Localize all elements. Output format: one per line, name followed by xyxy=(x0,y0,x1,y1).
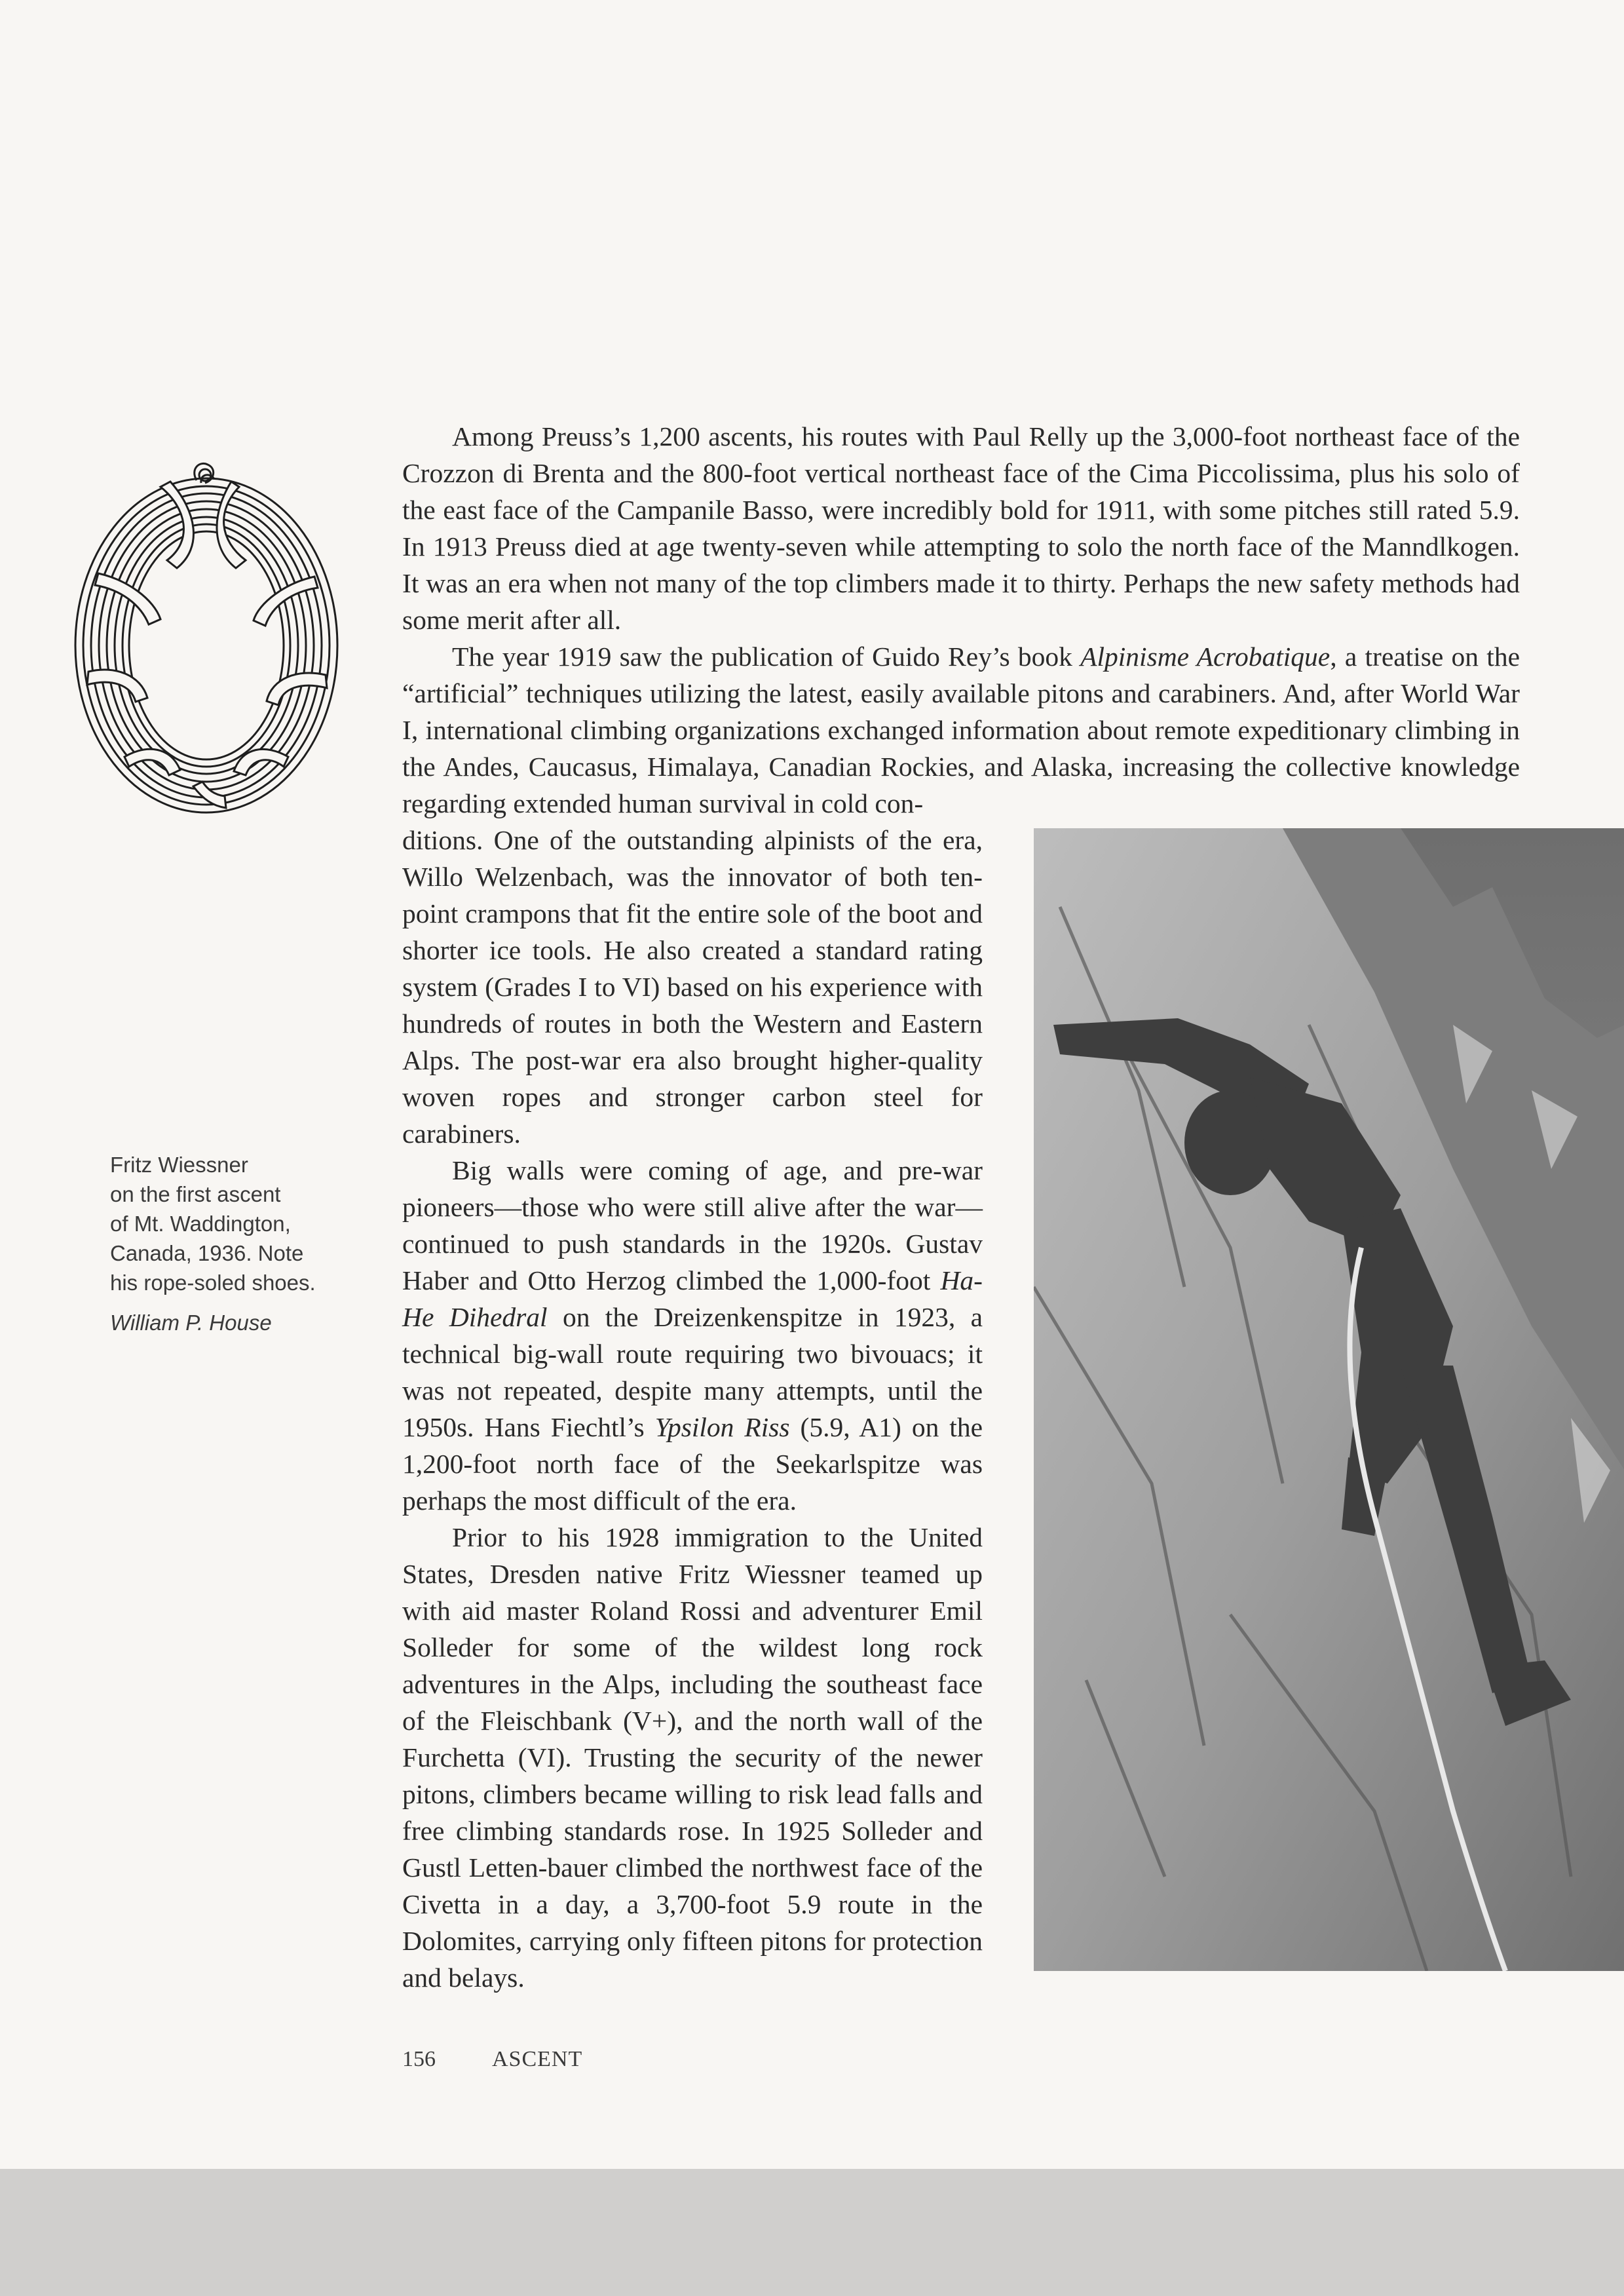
paragraph-text: Big walls were coming of age, and pre-war pioneers—those who were still alive after the war—continued to push standards in the 1920s. Gustav Haber and Otto Herzog climbed the 1,000-foot xyxy=(402,1155,983,1295)
caption-line: Fritz Wiessner xyxy=(110,1153,248,1177)
climber-photo-image xyxy=(1034,828,1624,1971)
photo-credit: William P. House xyxy=(110,1311,272,1335)
paragraph-preuss: Among Preuss’s 1,200 ascents, his routes with Paul Relly up the 3,000-foot northeast face of the Crozzon di Brenta and the 800-foot vertical northeast face of the Cima Piccolissima, plus his solo of the east face of the Campanile Basso, were incredibly bold for 1911, with some pitches still rated 5.9. In 1913 Preuss died at age twenty-seven while attempting to solo the north face of the Manndlkogen. It was an era when not many of the top climbers made it to thirty. Perhaps the new safety methods had some merit after all. xyxy=(402,421,1520,635)
body-text xyxy=(402,418,1520,1996)
caption-line: Canada, 1936. Note xyxy=(110,1241,304,1265)
running-title: ASCENT xyxy=(492,2047,583,2071)
book-title-alpinisme: Alpinisme Acrobatique xyxy=(1080,641,1331,672)
route-name-ha-he: Ha-He Dihedral xyxy=(402,1265,983,1332)
route-name-ypsilon: Ypsilon Riss xyxy=(654,1412,790,1442)
photo-caption xyxy=(110,1150,352,1337)
caption-line: his rope-soled shoes. xyxy=(110,1271,316,1295)
paragraph-welzenbach: ditions. One of the outstanding alpinists of the era, Willo Welzenbach, was the innovator of both ten-point crampons that fit the entire sole of the boot and shorter ice tools. He also created a standard rating system (Grades I to VI) based on his experience with hundreds of routes in both the Western and Eastern Alps. The post-war era also brought higher-quality woven ropes and stronger carbon steel for carabiners. xyxy=(402,825,983,1149)
coiled-rope-icon xyxy=(62,449,350,822)
paragraph-text: on the Dreizenkenspitze in 1923, a technical big-wall route requiring two bivouacs; it was not repeated, despite many attempts, until the 1950s. Hans Fiechtl’s xyxy=(402,1302,983,1442)
climber-photo xyxy=(1034,828,1624,1971)
paragraph-rey xyxy=(402,638,1520,822)
coiled-rope-illustration xyxy=(62,449,350,822)
caption-line: of Mt. Waddington, xyxy=(110,1212,291,1236)
paragraph-text: The year 1919 saw the publication of Guido Rey’s book xyxy=(452,641,1081,672)
page-number: 156 xyxy=(402,2047,436,2071)
paragraph-wiessner: Prior to his 1928 immigration to the United States, Dresden native Fritz Wiessner teamed up with aid master Roland Rossi and adventurer Emil Solleder for some of the wildest long rock adventures in the Alps, including the southeast face of the Fleischbank (V+), and the north wall of the Furchetta (VI). Trusting the security of the newer pitons, climbers became willing to risk lead falls and free climbing standards rose. In 1925 Solleder and Gustl Letten-bauer climbed the northwest face of the Civetta in a day, a 3,700-foot 5.9 route in the Dolomites, carrying only fifteen pitons for protection and belays. xyxy=(402,1522,983,1993)
paragraph-text: (5.9, A1) on the 1,200-foot north face of the Seekarlspitze was perhaps the most difficult of the era. xyxy=(402,1412,983,1516)
paragraph-text: , a treatise on the “artificial” techniques utilizing the latest, easily available pitons and carabiners. And, after World War I, international climbing organizations exchanged information about remote expeditionary climbing in the Andes, Caucasus, Himalaya, Canadian Rockies, and Alaska, increasing the collective knowledge regarding extended human survival in cold con- xyxy=(402,641,1520,818)
page-footer xyxy=(402,2047,582,2072)
caption-line: on the first ascent xyxy=(110,1182,281,1206)
